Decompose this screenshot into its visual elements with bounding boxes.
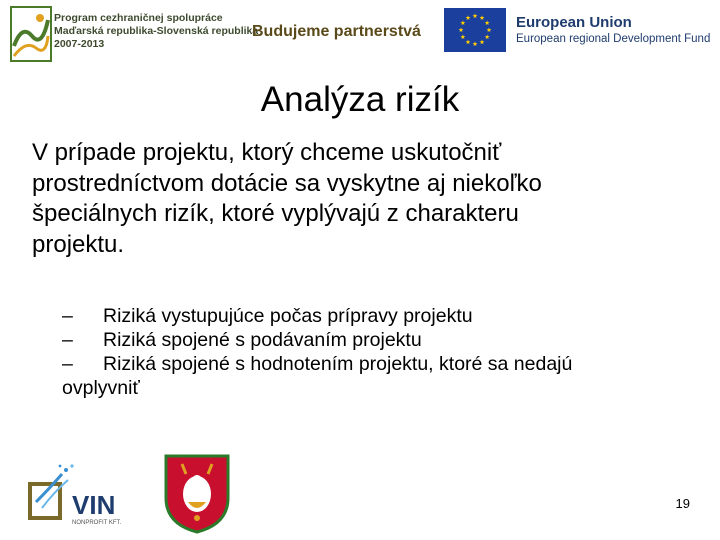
program-line: Program cezhraničnej spolupráce [54,12,223,24]
list-item-text: Riziká spojené s podávaním projektu [103,329,422,351]
eu-title: European Union [516,14,632,31]
intro-paragraph [32,138,662,260]
eu-label [516,14,710,47]
list-item-text: Riziká spojené s hodnotením projektu, ktoré sa nedajú [103,353,573,375]
risk-list [62,304,702,400]
intro-line: projektu. [32,230,125,258]
page-number: 19 [675,496,690,511]
bullet-dash: – [62,329,73,351]
list-item-text: Riziká vystupujúce počas prípravy projektu [103,305,473,327]
list-item [62,304,702,328]
coat-of-arms-icon [162,452,232,534]
slide-title: Analýza rizík [260,80,460,119]
eu-subtitle: European regional Development Fund [516,33,711,45]
bullet-dash: – [62,305,73,327]
bullet-dash: – [62,353,73,375]
intro-line: V prípade projektu, ktorý chceme uskutočniť [32,139,502,166]
list-item-continuation: ovplyvniť [62,377,140,399]
eu-flag-icon [444,8,506,52]
intro-line: prostredníctvom dotácie sa vyskytne aj niekoľko [32,169,542,197]
list-item [62,328,702,352]
vin-logo-icon [22,462,146,528]
program-logo-icon [10,6,52,62]
intro-line: špeciálnych rizík, ktoré vyplývajú z charakteru [32,200,519,227]
program-name [54,12,258,51]
program-line: Maďarská republika-Slovenská republika [54,25,259,37]
program-line: 2007-2013 [54,38,105,50]
slogan: Budujeme partnerstvá [252,23,421,40]
vin-logo-text: VIN [72,490,116,520]
list-item [62,352,702,376]
vin-logo-subtext: NONPROFIT KFT. [72,520,122,526]
